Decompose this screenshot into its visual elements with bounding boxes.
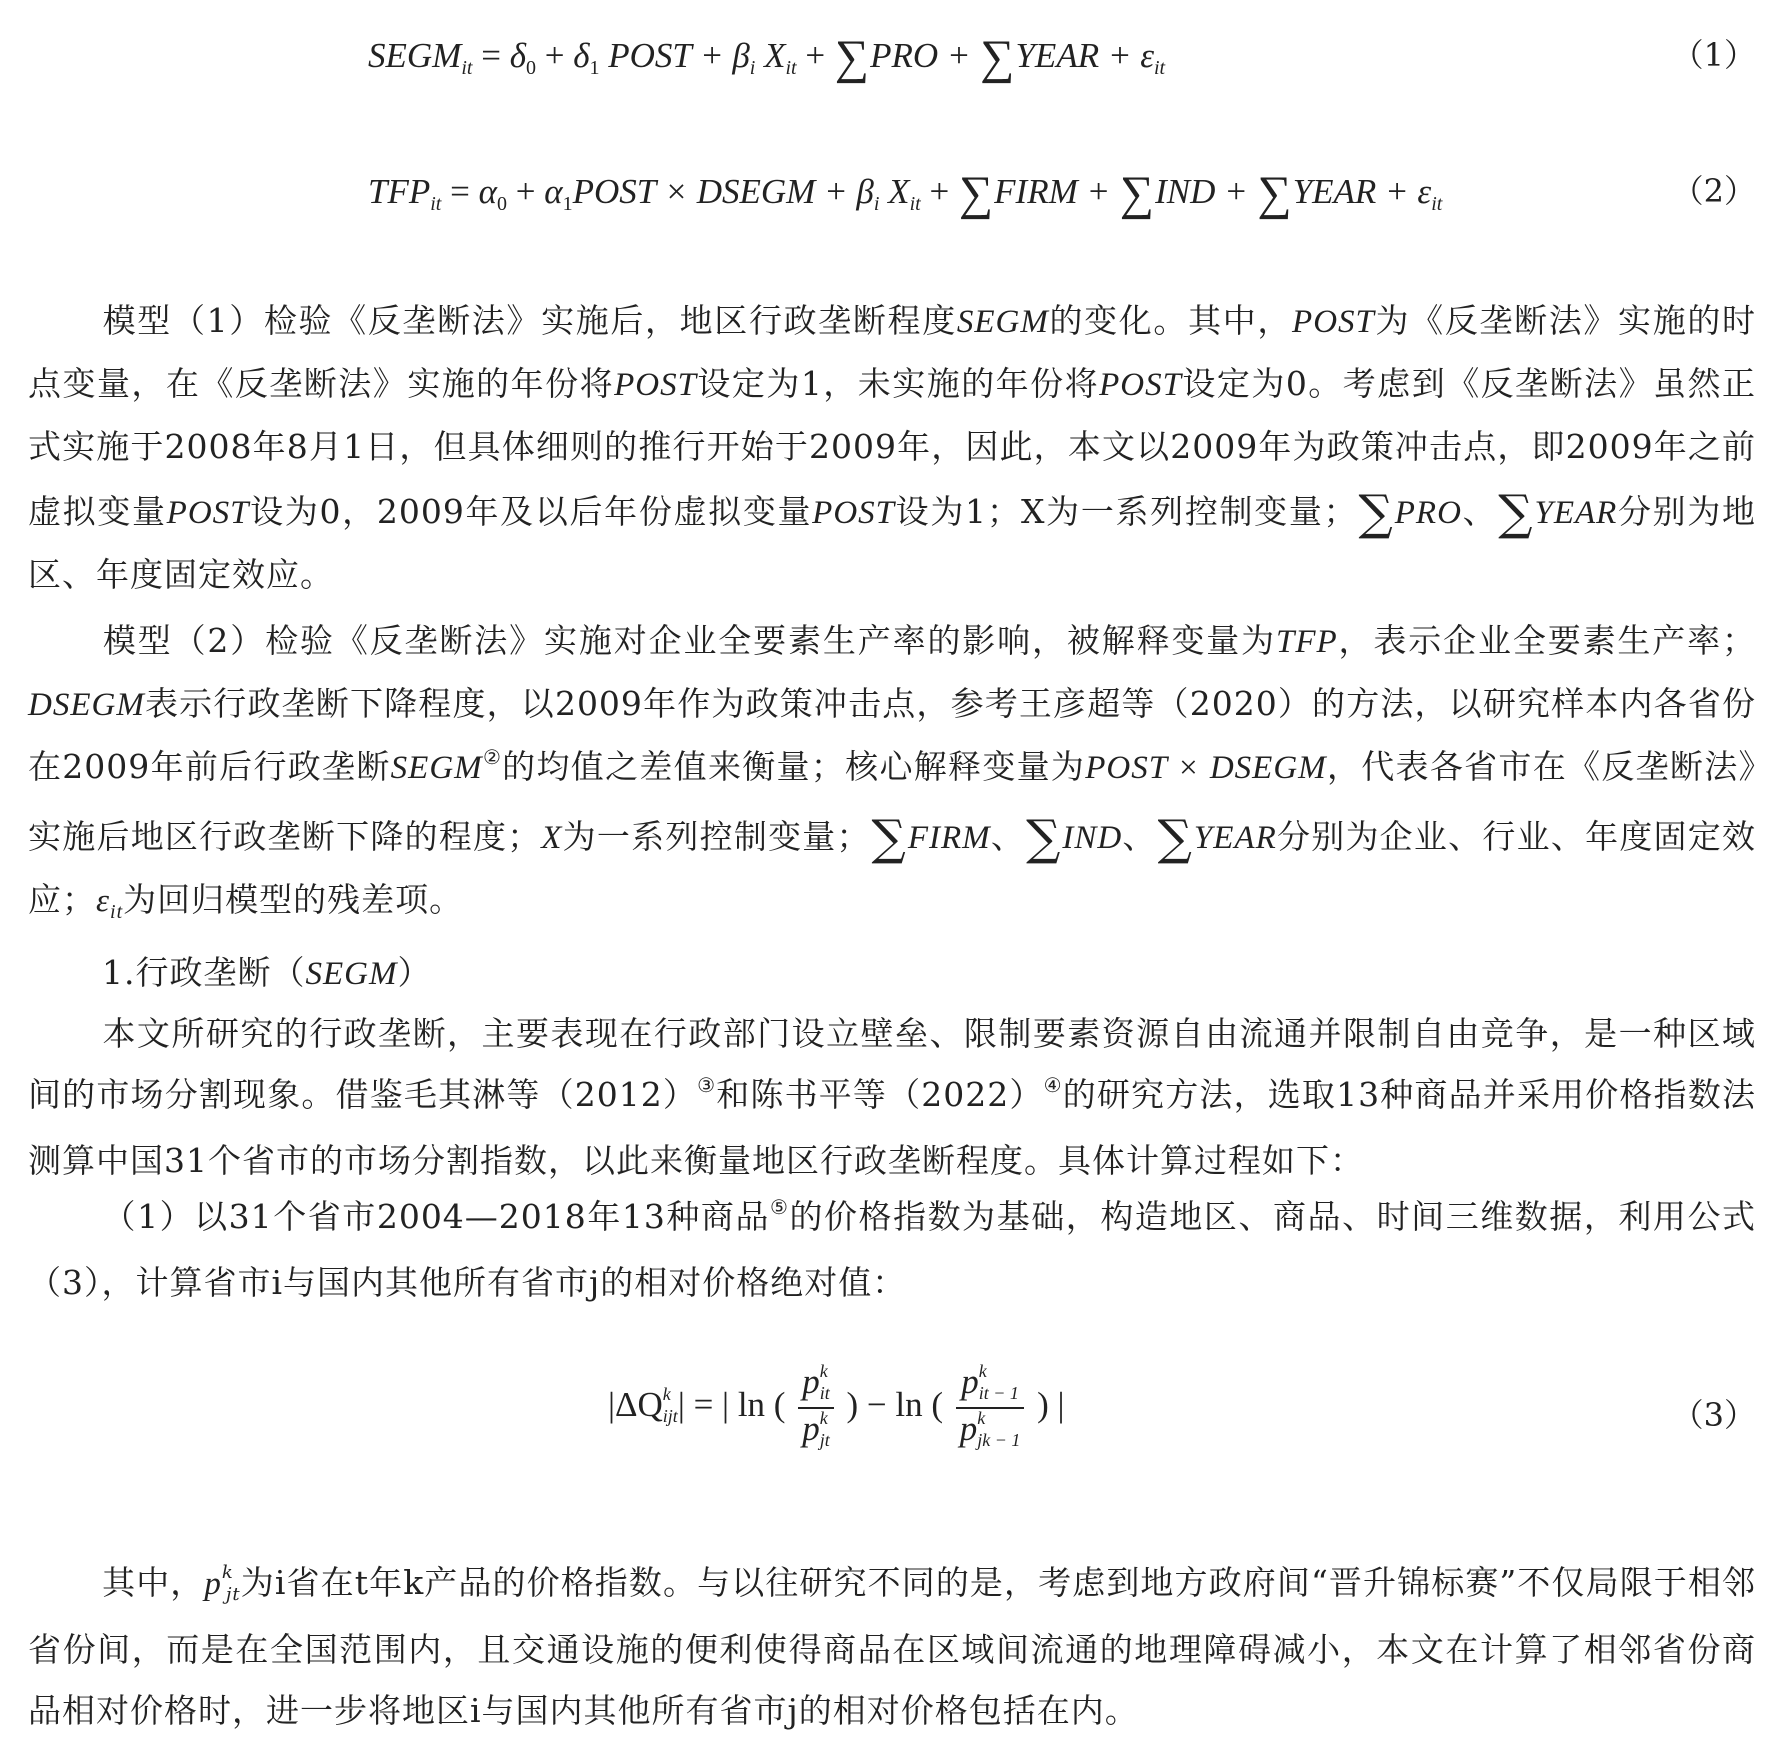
paragraph-model-2: 模型（2）检验《反垄断法》实施对企业全要素生产率的影响，被解释变量为TFP，表示企业全要素生产率；DSEGM表示行政垄断下降程度，以2009年作为政策冲击点，参考王彦超等（2020）的方法，以研究样本内各省份在2009年前后行政垄断SEGM②的均值之差值来衡量；核心解释变量为POST × DSEGM，代表各省市在《反垄断法》实施后地区行政垄断下降的程度；X为一系列控制变量；∑FIRM、∑IND、∑YEAR分别为企业、行业、年度固定效应；$\varepsilon_{it}$为回归模型的残差项。	[28, 621, 1757, 923]
equation-2	[28, 154, 1756, 220]
equation-1	[28, 18, 1756, 84]
sum-symbol: ∑	[834, 31, 870, 84]
footnote-ref[interactable]: ④	[1043, 1073, 1063, 1097]
equation-1-number: （1）	[1671, 36, 1756, 74]
section-heading: 1.行政垄断（SEGM）	[102, 953, 432, 992]
fraction-2: $\frac{p^kit - 1}{p^kjk - 1}$	[956, 1362, 1025, 1454]
footnote-ref[interactable]: ⑤	[770, 1195, 790, 1219]
sum-symbol: ∑	[1358, 485, 1394, 541]
sum-symbol: ∑	[871, 810, 907, 866]
equation-2-number: （2）	[1671, 172, 1756, 210]
equation-2-body: $TFP_{it} = \alpha_0$ + $\alpha_1POST$ × DSEGM + $\beta_i$ $X_{it}$ + ∑FIRM + ∑IND + ∑YEAR + $\varepsilon_{it}$	[368, 167, 1443, 220]
sum-symbol: ∑	[980, 31, 1015, 84]
equation-1-body: $SEGM_{it} = \delta_0 + \delta_1$ POST + $\beta_i$ $X_{it} + \sum PRO$ + ∑YEAR + $\varepsilon_{it}$	[368, 31, 1166, 84]
paper-page	[28, 0, 1757, 1730]
equation-3	[28, 1360, 1756, 1470]
footnote-ref[interactable]: ③	[697, 1073, 717, 1097]
sum-symbol: ∑	[1026, 810, 1062, 866]
equation-3-number: （3）	[1671, 1396, 1756, 1434]
paragraph-segm: 本文所研究的行政垄断，主要表现在行政部门设立壁垒、限制要素资源自由流通并限制自由竞争，是一种区域间的市场分割现象。借鉴毛其淋等（2012）③和陈书平等（2022）④的研究方法，选取13种商品并采用价格指数法测算中国31个省市的市场分割指数，以此来衡量地区行政垄断程度。具体计算过程如下：	[28, 1014, 1756, 1180]
footnote-ref[interactable]: ②	[482, 745, 503, 769]
sum-symbol: ∑	[1157, 810, 1193, 866]
paragraph-price-index: 其中，$p^kjt$为i省在t年k产品的价格指数。与以往研究不同的是，考虑到地方政府间“晋升锦标赛”不仅局限于相邻省份间，而是在全国范围内，且交通设施的便利使得商品在区域间流通的地理障碍减小，本文在计算了相邻省份商品相对价格时，进一步将地区i与国内其他所有省市j的相对价格包括在内。	[28, 1562, 1757, 1730]
paragraph-model-1: 模型（1）检验《反垄断法》实施后，地区行政垄断程度SEGM的变化。其中，POST为《反垄断法》实施的时点变量，在《反垄断法》实施的年份将POST设定为1，未实施的年份将POST设定为0。考虑到《反垄断法》虽然正式实施于2008年8月1日，但具体细则的推行开始于2009年，因此，本文以2009年为政策冲击点，即2009年之前虚拟变量POST设为0，2009年及以后年份虚拟变量POST设为1；X为一系列控制变量；∑PRO、∑YEAR分别为地区、年度固定效应。	[28, 301, 1757, 594]
paragraph-step-1: （1）以31个省市2004—2018年13种商品⑤的价格指数为基础，构造地区、商品、时间三维数据，利用公式（3），计算省市i与国内其他所有省市j的相对价格绝对值：	[28, 1195, 1756, 1302]
sum-symbol: ∑	[958, 167, 994, 220]
fraction-1: $\frac{p^kit}{p^kjt}$	[798, 1362, 834, 1454]
sum-symbol: ∑	[1119, 167, 1155, 220]
sum-symbol: ∑	[1257, 167, 1292, 220]
sum-symbol: ∑	[1498, 485, 1534, 541]
equation-3-body: $|\Delta Q^kijt|$ = | ln ( $\frac{p^kit}{p^kjt}$ ) − ln ( $\frac{p^kit - 1}{p^kjk - 1}$ ) |	[608, 1362, 1065, 1454]
